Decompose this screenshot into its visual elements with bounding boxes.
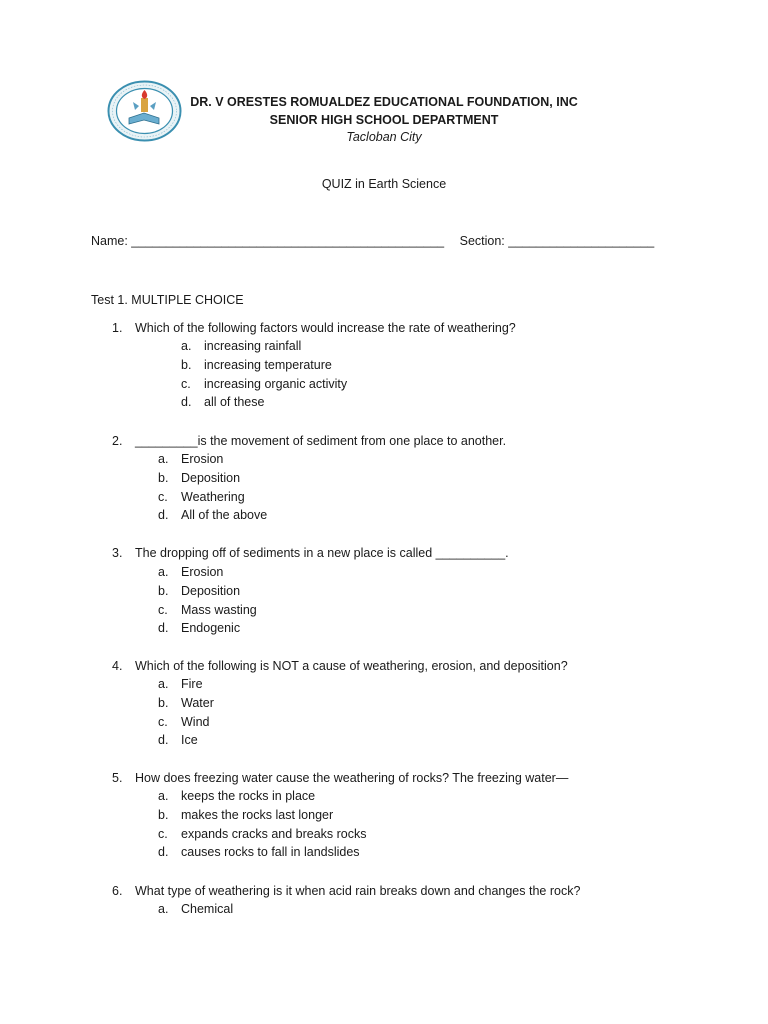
option-letter: a. — [158, 677, 169, 691]
question-1 — [112, 321, 516, 335]
option-text: Ice — [181, 733, 198, 748]
option-letter: c. — [158, 489, 168, 504]
option-item — [181, 375, 347, 394]
option-item — [158, 488, 267, 507]
option-item — [158, 450, 267, 469]
option-text: Wind — [181, 714, 210, 729]
option-letter: d. — [158, 733, 169, 748]
option-text: Erosion — [181, 452, 224, 466]
option-text: increasing organic activity — [204, 376, 348, 391]
option-text: Weathering — [181, 489, 245, 504]
question-text: What type of weathering is it when acid rain breaks down and changes the rock? — [135, 884, 581, 898]
option-item — [181, 356, 347, 375]
option-text: expands cracks and breaks rocks — [181, 826, 367, 841]
department-name: SENIOR HIGH SCHOOL DEPARTMENT — [269, 113, 499, 127]
name-section-row — [91, 234, 654, 248]
option-letter: d. — [181, 395, 192, 410]
question-5-options — [158, 787, 367, 862]
option-letter: b. — [158, 583, 169, 598]
option-text: Deposition — [181, 470, 241, 485]
question-5 — [112, 771, 568, 785]
school-city: Tacloban City — [346, 130, 422, 144]
option-text: Deposition — [181, 583, 241, 598]
option-text: Mass wasting — [181, 602, 257, 617]
option-letter: d. — [158, 508, 169, 523]
question-4-options — [158, 675, 214, 750]
question-text: _________is the movement of sediment from one place to another. — [135, 434, 507, 448]
option-item — [158, 619, 257, 638]
option-text: Fire — [181, 677, 203, 691]
option-item — [181, 393, 347, 412]
question-text: The dropping off of sediments in a new place is called __________. — [135, 546, 509, 560]
option-item — [158, 787, 367, 806]
question-number: 3. — [112, 546, 123, 560]
option-letter: b. — [158, 807, 169, 822]
question-number: 5. — [112, 771, 123, 785]
option-letter: a. — [158, 565, 169, 579]
option-letter: a. — [158, 789, 169, 803]
option-letter: c. — [158, 714, 168, 729]
option-text: all of these — [204, 395, 265, 410]
question-number: 2. — [112, 434, 123, 448]
option-letter: c. — [158, 826, 168, 841]
option-item — [158, 694, 214, 713]
option-letter: b. — [181, 357, 192, 372]
question-2-options — [158, 450, 267, 525]
option-letter: c. — [158, 602, 168, 617]
option-text: increasing rainfall — [204, 339, 302, 353]
option-letter: a. — [158, 902, 169, 916]
option-letter: c. — [181, 376, 191, 391]
option-item — [158, 601, 257, 620]
option-text: Endogenic — [181, 621, 241, 636]
question-number: 1. — [112, 321, 123, 335]
question-number: 6. — [112, 884, 123, 898]
option-item — [158, 900, 233, 919]
option-item — [158, 506, 267, 525]
question-6-options — [158, 900, 233, 919]
option-item — [158, 843, 367, 862]
question-3-options — [158, 563, 257, 638]
question-number: 4. — [112, 659, 123, 673]
question-text: How does freezing water cause the weathering of rocks? The freezing water— — [135, 771, 569, 785]
option-letter: d. — [158, 621, 169, 636]
option-text: causes rocks to fall in landslides — [181, 845, 360, 860]
school-name: DR. V ORESTES ROMUALDEZ EDUCATIONAL FOUNDATION, INC — [190, 95, 578, 109]
option-letter: b. — [158, 695, 169, 710]
name-line: Name: _____________________________________________ — [91, 234, 445, 248]
option-text: Erosion — [181, 565, 224, 579]
question-6 — [112, 884, 580, 898]
option-text: Water — [181, 695, 214, 710]
option-item — [158, 825, 367, 844]
option-item — [158, 469, 267, 488]
question-text: Which of the following is NOT a cause of weathering, erosion, and deposition? — [135, 659, 568, 673]
option-letter: a. — [158, 452, 169, 466]
option-item — [158, 806, 367, 825]
option-text: keeps the rocks in place — [181, 789, 316, 803]
option-item — [158, 675, 214, 694]
option-letter: a. — [181, 339, 192, 353]
option-item — [158, 563, 257, 582]
option-text: increasing temperature — [204, 357, 332, 372]
option-item — [158, 731, 214, 750]
option-letter: b. — [158, 470, 169, 485]
option-text: makes the rocks last longer — [181, 807, 334, 822]
section-line: Section: _____________________ — [459, 234, 655, 248]
question-1-options — [181, 337, 347, 412]
question-2 — [112, 434, 506, 448]
question-3 — [112, 546, 509, 560]
option-item — [158, 582, 257, 601]
option-item — [181, 337, 347, 356]
option-item — [158, 713, 214, 732]
test-heading: Test 1. MULTIPLE CHOICE — [91, 293, 244, 307]
question-4 — [112, 659, 568, 673]
option-letter: d. — [158, 845, 169, 860]
question-text: Which of the following factors would increase the rate of weathering? — [135, 321, 516, 335]
quiz-title: QUIZ in Earth Science — [321, 177, 447, 191]
option-text: All of the above — [181, 508, 268, 523]
option-text: Chemical — [181, 902, 234, 916]
